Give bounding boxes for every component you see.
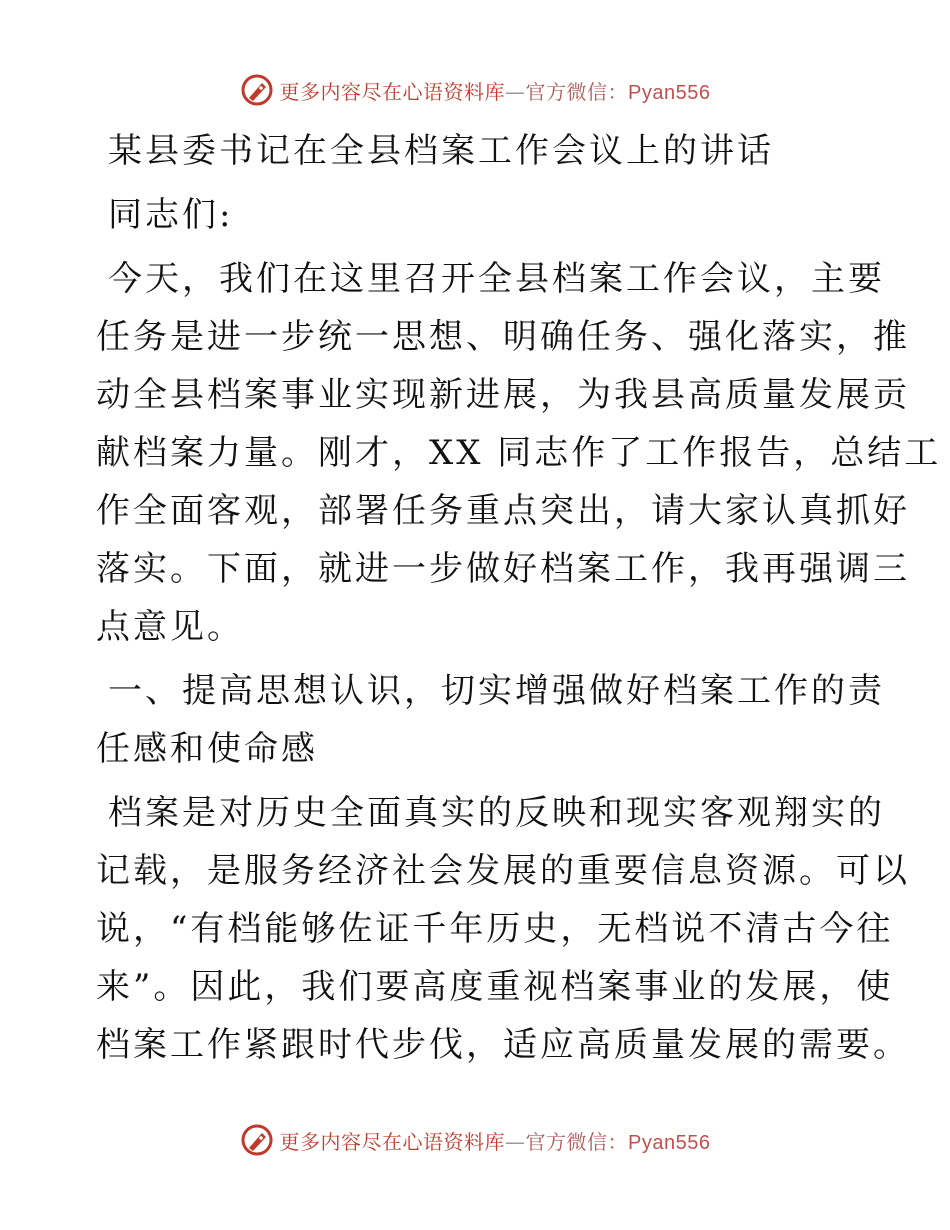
paragraph-line: 动全县档案事业实现新进展，为我县高质量发展贡: [96, 375, 910, 415]
paragraph-line: 作全面客观，部署任务重点突出，请大家认真抓好: [96, 491, 910, 531]
banner-handle: Pyan556: [628, 1131, 711, 1154]
paragraph-line: 今天，我们在这里召开全县档案工作会议，主要: [108, 259, 885, 299]
salutation: 同志们:: [108, 195, 234, 235]
paragraph-line: 来”。因此，我们要高度重视档案事业的发展，使: [96, 967, 894, 1007]
header-banner: [0, 70, 950, 110]
banner-text: [280, 76, 711, 105]
banner-brand: 更多内容尽在心语资料库: [279, 79, 506, 104]
paragraph-line: 任务是进一步统一思想、明确任务、强化落实，推: [96, 317, 910, 357]
banner-separator: —: [505, 79, 526, 104]
paragraph-line: 说，“有档能够佐证千年历史，无档说不清古今往: [96, 909, 894, 949]
heading-line: 任感和使命感: [96, 729, 318, 769]
paragraph-1: [96, 250, 942, 656]
pen-nib-logo-icon: [240, 1123, 274, 1157]
footer-banner: [0, 1120, 950, 1160]
document-body: [96, 122, 942, 1074]
banner-handle: Pyan556: [628, 81, 711, 104]
heading-line: 一、提高思想认识，切实增强做好档案工作的责: [108, 671, 885, 711]
paragraph-line: 记载，是服务经济社会发展的重要信息资源。可以: [96, 851, 910, 891]
paragraph-line: 档案工作紧跟时代步伐，适应高质量发展的需要。: [96, 1025, 910, 1065]
paragraph-line: 献档案力量。刚才，XX 同志作了工作报告，总结工: [96, 433, 942, 473]
paragraph-2: [96, 784, 910, 1074]
banner-separator: —: [505, 1129, 526, 1154]
document-title: 某县委书记在全县档案工作会议上的讲话: [108, 131, 774, 171]
pen-nib-logo-icon: [240, 73, 274, 107]
banner-label: 官方微信：: [525, 1129, 629, 1154]
banner-label: 官方微信：: [525, 79, 629, 104]
banner-brand: 更多内容尽在心语资料库: [279, 1129, 506, 1154]
paragraph-line: 落实。下面，就进一步做好档案工作，我再强调三: [96, 549, 910, 589]
banner-text: [280, 1126, 711, 1155]
paragraph-line: 档案是对历史全面真实的反映和现实客观翔实的: [108, 793, 885, 833]
paragraph-line: 点意见。: [96, 607, 244, 647]
section-heading-1: [96, 662, 885, 778]
